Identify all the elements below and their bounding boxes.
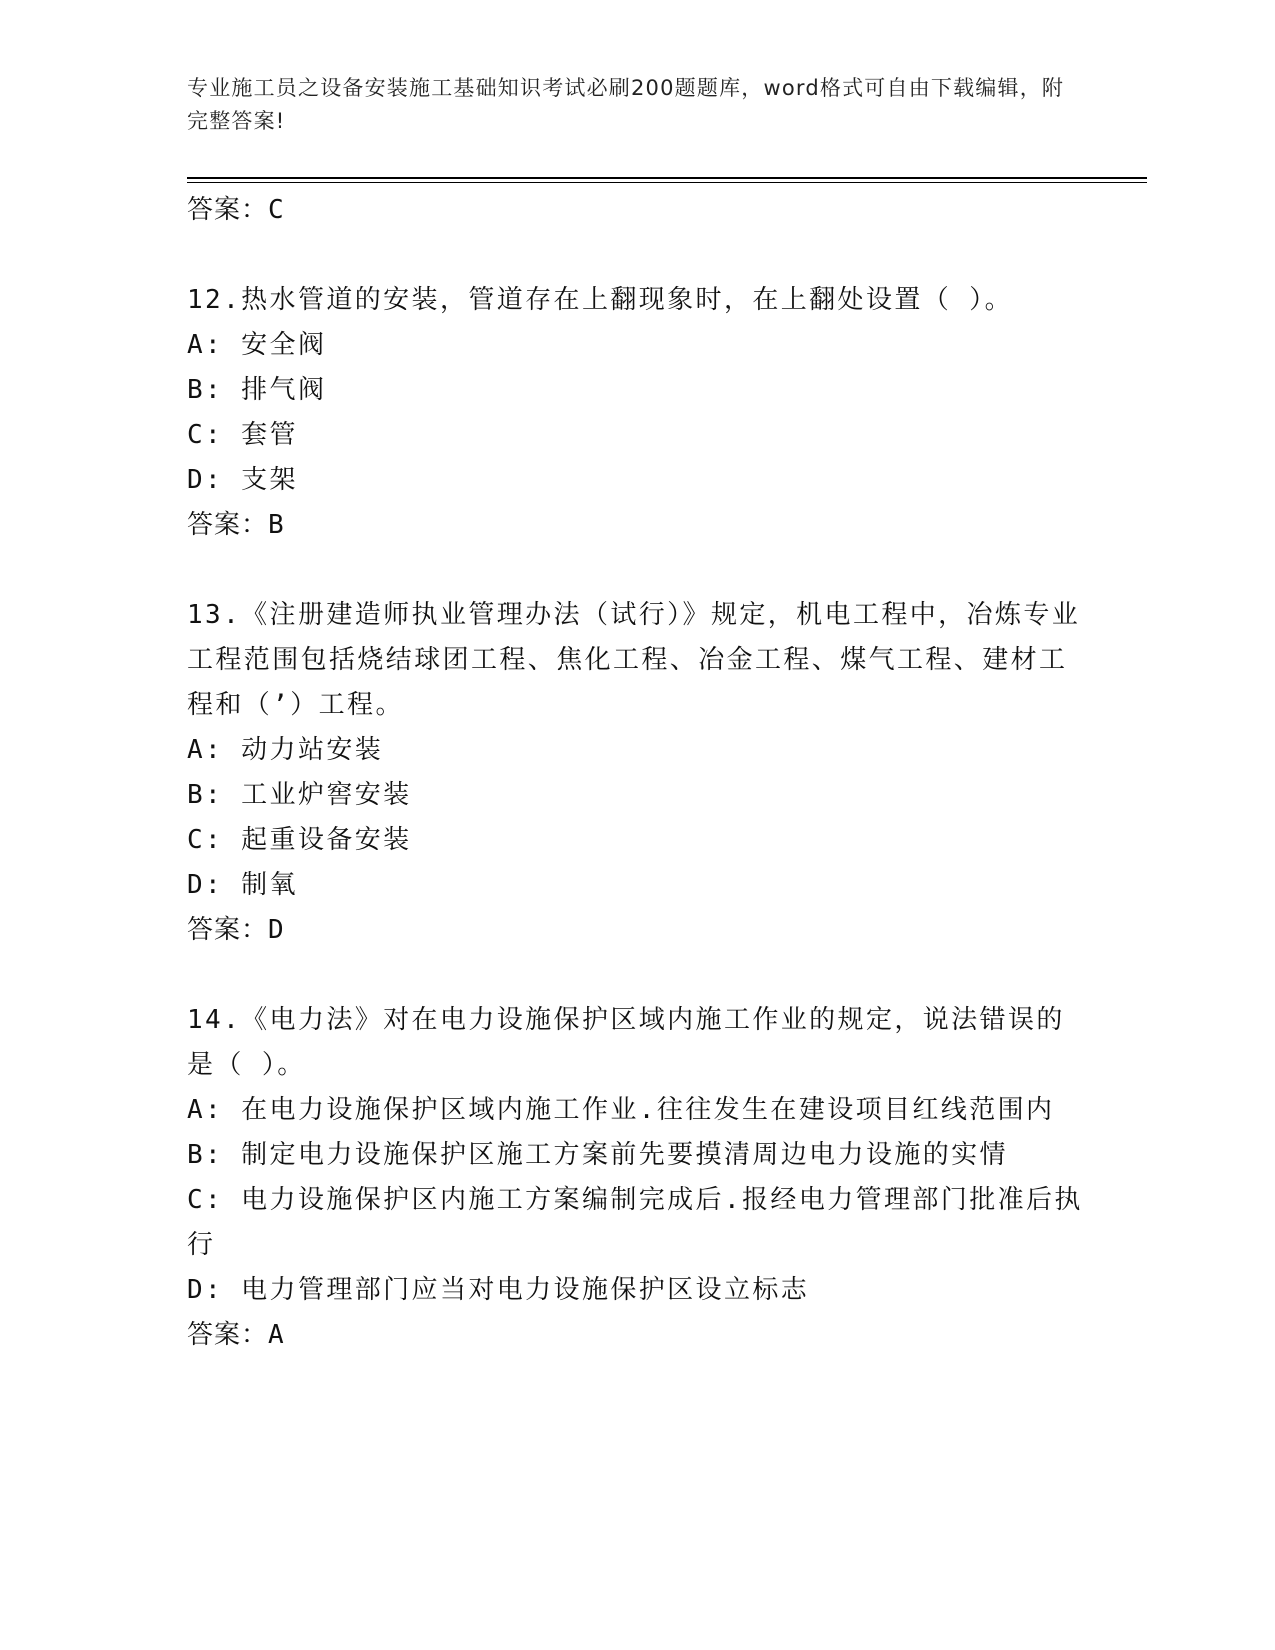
question-stem: 12.热水管道的安装，管道存在上翻现象时，在上翻处设置（ ）。 — [187, 285, 1014, 315]
option-b: B: 制定电力设施保护区施工方案前先要摸清周边电力设施的实情 — [187, 1140, 1008, 1170]
option-d: D: 制氧 — [187, 870, 298, 900]
option-c: C: 起重设备安装 — [187, 825, 412, 855]
question-answer: 答案：D — [187, 915, 285, 945]
option-c: C: 电力设施保护区内施工方案编制完成后.报经电力管理部门批准后执行 — [187, 1185, 1083, 1260]
question-13 — [187, 593, 1087, 953]
option-c: C: 套管 — [187, 420, 298, 450]
option-a: A: 安全阀 — [187, 330, 327, 360]
question-12 — [187, 278, 1087, 548]
question-14 — [187, 998, 1087, 1358]
option-a: A: 在电力设施保护区域内施工作业.往往发生在建设项目红线范围内 — [187, 1095, 1055, 1125]
option-d: D: 电力管理部门应当对电力设施保护区设立标志 — [187, 1275, 810, 1305]
option-d: D: 支架 — [187, 465, 298, 495]
option-b: B: 工业炉窖安装 — [187, 780, 412, 810]
page-header: 专业施工员之设备安装施工基础知识考试必刷200题题库，word格式可自由下载编辑，附完整答案! — [187, 76, 1065, 133]
header-divider-thick — [187, 177, 1147, 179]
question-stem: 13.《注册建造师执业管理办法（试行）》规定，机电工程中，冶炼专业工程范围包括烧结球团工程、焦化工程、冶金工程、煤气工程、建材工程和（’）工程。 — [187, 600, 1081, 720]
question-stem: 14.《电力法》对在电力设施保护区域内施工作业的规定，说法错误的是（ ）。 — [187, 1005, 1065, 1080]
header-divider-thin — [187, 182, 1147, 183]
question-answer: 答案：A — [187, 1320, 285, 1350]
previous-answer: 答案：C — [187, 195, 285, 225]
document-body — [187, 188, 1087, 1358]
option-a: A: 动力站安装 — [187, 735, 384, 765]
question-answer: 答案：B — [187, 510, 285, 540]
option-b: B: 排气阀 — [187, 375, 327, 405]
